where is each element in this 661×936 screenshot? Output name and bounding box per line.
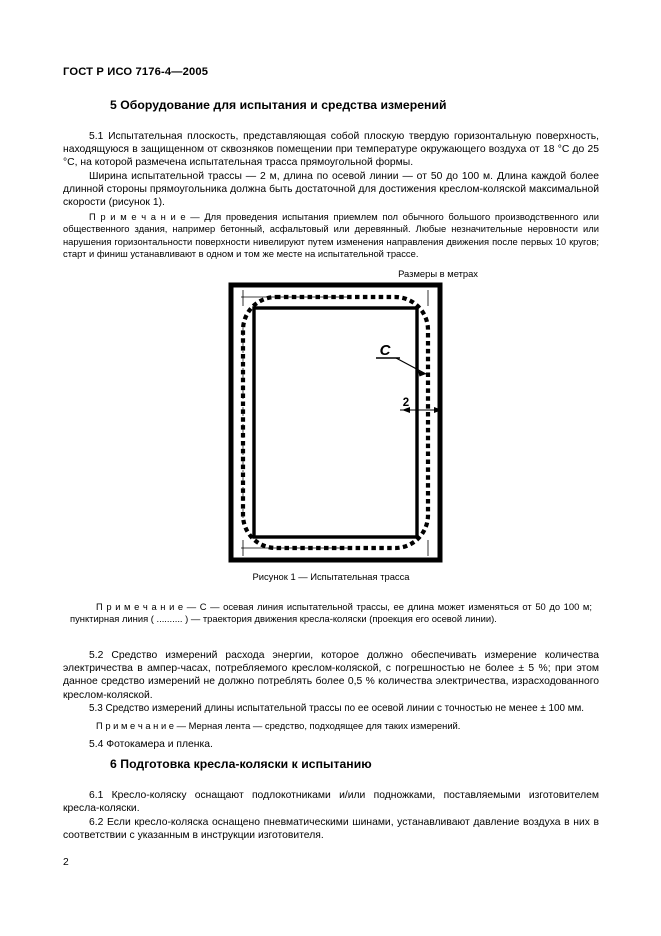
centerline-label-c: C: [379, 342, 391, 359]
paragraph-5-2-text: 5.2 Средство измерений расхода энергии, которое должно обеспечивать измерение количества электричества в ампер-часах, потребляемого креслом-коляской, с погрешностью не более ± 5 %; при этом данное средство измерений не должно потреблять более 0,5 % количества электричества, израсходованного креслом-коляской.: [63, 650, 599, 701]
paragraph-5-1-continued-text: Ширина испытательной трассы — 2 м, длина по осевой линии — от 50 до 100 м. Длина каждой более длинной стороны прямоугольника должна быть достаточной для достижения креслом-коляской максимальной скорости (рисунок 1).: [63, 171, 599, 209]
track-outer-boundary: [231, 285, 440, 560]
section-heading-5: 5 Оборудование для испытания и средства измерений: [110, 98, 447, 112]
paragraph-6-1-text: 6.1 Кресло-коляску оснащают подлокотниками и/или подножками, поставляемыми изготовителем кресла-коляски.: [63, 790, 599, 815]
section-heading-6: 6 Подготовка кресла-коляски к испытанию: [110, 757, 372, 771]
note-1-text: — Для проведения испытания приемлем пол обычного большого производственного или общественного здания, например бетонный, асфальтовый или деревянный. Любые незначительные неровности или нарушения горизонтальности поверхности нивелируют путем изменения направления движения после первых 10 кругов; старт и финиш устанавливают в одном и том же месте на испытательной трассе.: [63, 211, 599, 259]
label-c-leader-line: [396, 358, 426, 374]
figure-1-caption: Рисунок 1 — Испытательная трасса: [252, 571, 410, 582]
note-2-label: П р и м е ч а н и е: [96, 601, 184, 612]
paragraph-5-2: [63, 649, 599, 702]
note-2-text: — С — осевая линия испытательной трассы, ее длина может изменяться от 50 до 100 м; пунктирная линия ( .......... ) — траектория движения кресла-коляски (проекция его осевой линии).: [70, 601, 592, 625]
note-1: [63, 211, 599, 260]
paragraph-6-2-text: 6.2 Если кресло-коляска оснащено пневматическими шинами, устанавливают давление воздуха в них в соответствии с указанным в инструкции изготовителя.: [63, 817, 599, 842]
paragraph-5-1-text: 5.1 Испытательная плоскость, представляющая собой плоскую твердую горизонтальную поверхность, находящуюся в защищенном от сквозняков помещении при температуре окружающего воздуха от 18 °С до 25 °С, на которой размечена испытательная трасса прямоугольной формы.: [63, 131, 599, 169]
paragraph-6-1: [63, 789, 599, 815]
figure-1-drawing: [228, 282, 443, 563]
note-3-label: П р и м е ч а н и е: [96, 720, 175, 731]
figure-1: [63, 268, 599, 588]
paragraph-5-1: [63, 130, 599, 170]
page-content: [63, 0, 599, 936]
note-1-label: П р и м е ч а н и е: [89, 211, 186, 222]
paragraph-5-3: [63, 702, 599, 715]
paragraph-5-1-continued: [63, 170, 599, 210]
page-number: 2: [63, 857, 69, 868]
standard-designation-header: ГОСТ Р ИСО 7176-4—2005: [63, 66, 209, 78]
paragraph-5-4: [63, 738, 599, 751]
paragraph-6-2: [63, 816, 599, 842]
centerline-trajectory-dashed: [243, 297, 428, 548]
paragraph-5-4-text: 5.4 Фотокамера и пленка.: [89, 739, 213, 750]
figure-units-note: Размеры в метрах: [398, 268, 478, 279]
note-3-text: — Мерная лента — средство, подходящее для таких измерений.: [174, 720, 461, 731]
test-track-diagram: [228, 282, 443, 563]
track-width-label: 2: [402, 397, 410, 409]
note-2: [70, 601, 592, 626]
paragraph-5-3-text: 5.3 Средство измерений длины испытательной трассы по ее осевой линии с точностью не менее ± 100 мм.: [89, 703, 585, 714]
note-3: [70, 720, 592, 732]
track-inner-boundary: [254, 308, 417, 537]
